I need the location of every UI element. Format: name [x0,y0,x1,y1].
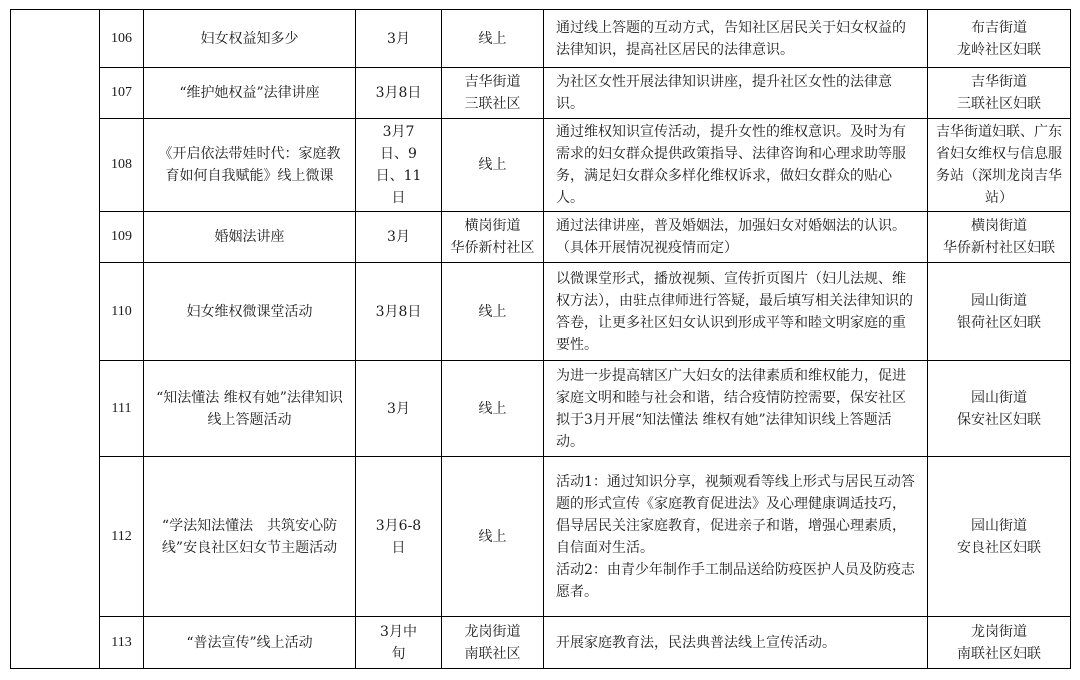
organizer-text: 吉华街道妇联、广东省妇女维权与信息服务站（深圳龙岗吉华站） [936,124,1062,206]
activity-place [442,457,544,617]
row-number-text: 110 [111,303,132,319]
row-number [100,10,144,68]
activity-time-text: 3月8日 [375,303,422,320]
activity-time-text: 3月 [387,30,410,47]
activity-description-text: 活动1：通过知识分享，视频观看等线上形式与居民互动答题的形式宣传《家庭教育促进法》及心理健康调适技巧，倡导居民关注家庭教育，促进亲子和谐，增强心理素质，自信面对生活。 活动2：由青少年制作手工制品送给防疫医护人员及防疫志愿者。 [556,473,915,600]
row-number-text: 111 [111,400,132,416]
activity-place [442,361,544,457]
table-row [11,10,1071,68]
activity-place-text: 吉华街道 三联社区 [464,74,521,112]
activity-time-text: 3月7 日、9 日、11 日 [375,124,422,206]
row-number-text: 106 [111,30,132,46]
organizer-text: 园山街道 银荷社区妇联 [957,292,1041,331]
activity-time-text: 3月 [387,400,410,417]
activity-place [442,617,544,669]
activity-time [356,263,442,361]
activity-description-text: 开展家庭教育法，民法典普法线上宣传活动。 [556,634,836,651]
activity-place [442,68,544,119]
activity-place [442,10,544,68]
organizer-text: 园山街道 保安社区妇联 [957,389,1041,428]
activity-time-text: 3月中 旬 [380,623,417,662]
activity-time [356,68,442,119]
organizer [928,361,1071,457]
activity-name-text: “学法知法懂法 共筑安心防线”安良社区妇女节主题活动 [161,517,338,556]
activity-description-text: 为进一步提高辖区广大妇女的法律素质和维权能力，促进家庭文明和睦与社会和谐，结合疫情防控需要，保安社区拟于3月开展“知法懂法 维权有她”法律知识线上答题活动。 [556,367,906,450]
activity-place-text: 线上 [478,400,507,417]
organizer [928,263,1071,361]
row-number [100,68,144,119]
activity-description [544,119,928,212]
row-number [100,212,144,263]
table-row [11,119,1071,212]
activity-place [442,119,544,212]
table-row [11,263,1071,361]
activity-description [544,10,928,68]
activity-name [144,119,356,212]
activity-description-text: 通过法律讲座，普及婚姻法，加强妇女对婚姻法的认识。（具体开展情况视疫情而定） [556,218,906,256]
activity-time [356,10,442,68]
activity-name [144,263,356,361]
activity-description [544,361,928,457]
row-number-text: 108 [111,157,132,172]
activity-name [144,212,356,263]
organizer [928,119,1071,212]
row-number [100,617,144,669]
table-row [11,457,1071,617]
activity-name-text: 妇女维权微课堂活动 [186,303,313,320]
activity-time-text: 3月8日 [375,85,422,101]
organizer [928,617,1071,669]
activity-time-text: 3月 [387,229,410,245]
row-number [100,119,144,212]
row-number [100,263,144,361]
activity-place-text: 线上 [478,528,507,545]
organizer-text: 横岗街道 华侨新村社区妇联 [943,218,1055,256]
activity-name [144,457,356,617]
row-number-text: 112 [111,528,132,544]
row-number-text: 107 [111,85,132,100]
table-row [11,68,1071,119]
activity-place [442,263,544,361]
organizer [928,457,1071,617]
activity-time [356,617,442,669]
activity-place [442,212,544,263]
activity-name [144,617,356,669]
activity-name-text: 《开启依法带娃时代：家庭教育如何自我赋能》线上微课 [158,146,341,184]
activity-time [356,457,442,617]
activity-name-text: 婚姻法讲座 [214,229,285,245]
organizer-text: 吉华街道 三联社区妇联 [957,74,1041,112]
activity-name-text: “知法懂法 维权有她”法律知识线上答题活动 [156,389,343,428]
activity-description-text: 为社区女性开展法律知识讲座，提升社区女性的法律意识。 [556,74,892,112]
left-blank-column [11,10,100,669]
organizer-text: 园山街道 安良社区妇联 [957,517,1041,556]
activity-description [544,212,928,263]
activity-description-text: 通过线上答题的互动方式，告知社区居民关于妇女权益的法律知识，提高社区居民的法律意识。 [556,19,906,58]
activity-description [544,68,928,119]
organizer-text: 布吉街道 龙岭社区妇联 [957,19,1041,58]
activity-name-text: “普法宣传”线上活动 [186,634,313,651]
table-row [11,361,1071,457]
activity-name [144,10,356,68]
row-number-text: 113 [111,634,132,650]
table-row [11,617,1071,669]
organizer [928,212,1071,263]
activity-place-text: 横岗街道 华侨新村社区 [450,218,535,256]
activity-description [544,457,928,617]
activity-time-text: 3月6-8 日 [375,517,422,556]
organizer [928,10,1071,68]
activity-description-text: 以微课堂形式，播放视频、宣传折页图片（妇儿法规、维权方法），由驻点律师进行答疑，最后填写相关法律知识的答卷，让更多社区妇女认识到形成平等和睦文明家庭的重要性。 [556,270,913,353]
activity-place-text: 线上 [478,30,507,47]
table-row [11,212,1071,263]
activity-description [544,617,928,669]
row-number-text: 109 [111,229,132,244]
organizer-text: 龙岗街道 南联社区妇联 [957,623,1041,662]
activity-time [356,119,442,212]
organizer [928,68,1071,119]
activity-description-text: 通过维权知识宣传活动，提升女性的维权意识。及时为有需求的妇女群众提供政策指导、法律咨询和心理求助等服务，满足妇女群众多样化维权诉求，做妇女群众的贴心人。 [556,124,906,206]
activity-table [10,9,1071,669]
activity-description [544,263,928,361]
activity-name [144,68,356,119]
activity-name-text: 妇女权益知多少 [200,30,299,47]
row-number [100,361,144,457]
activity-place-text: 线上 [478,303,507,320]
activity-time [356,361,442,457]
activity-name-text: “维护她权益”法律讲座 [179,85,320,101]
activity-name [144,361,356,457]
activity-place-text: 龙岗街道 南联社区 [464,623,521,662]
row-number [100,457,144,617]
activity-time [356,212,442,263]
activity-place-text: 线上 [478,157,507,173]
